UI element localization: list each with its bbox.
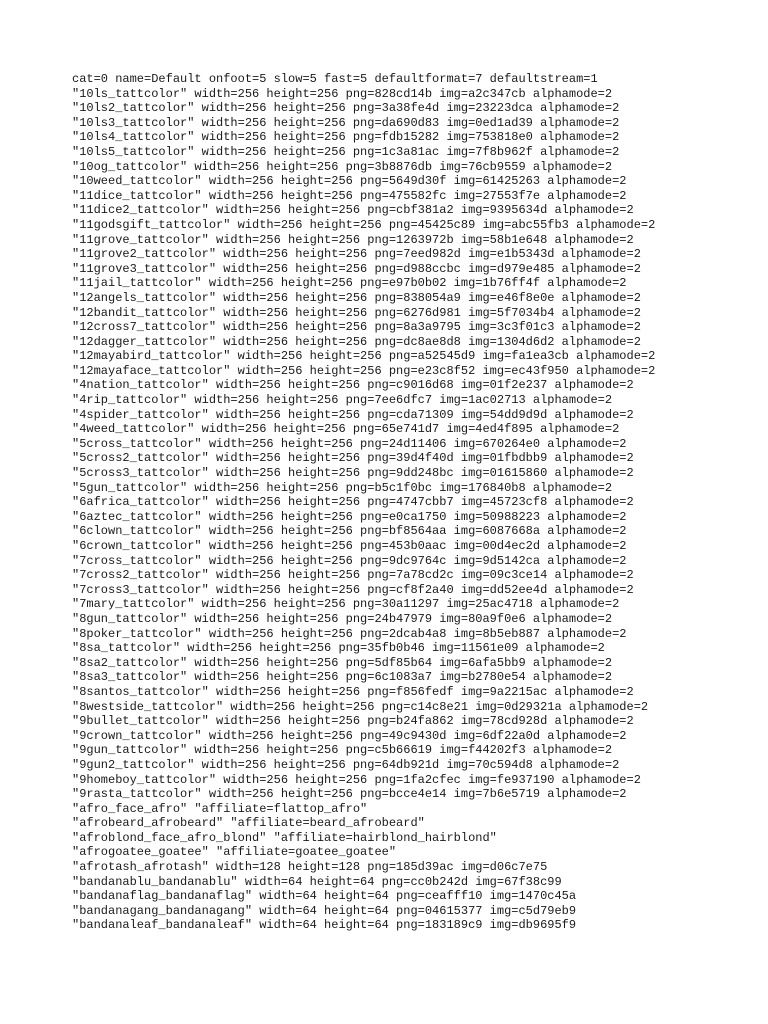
document-text-line: "12mayaface_tattcolor" width=256 height=256 png=e23c8f52 img=ec43f950 alphamode=2 bbox=[72, 363, 656, 378]
document-text-line: "11grove3_tattcolor" width=256 height=256 png=d988ccbc img=d979e485 alphamode=2 bbox=[72, 261, 641, 276]
document-text-line: "7cross3_tattcolor" width=256 height=256 png=cf8f2a40 img=dd52ee4d alphamode=2 bbox=[72, 582, 634, 597]
document-text-line: "6crown_tattcolor" width=256 height=256 png=453b0aac img=00d4ec2d alphamode=2 bbox=[72, 539, 627, 553]
document-text-line: "10ls4_tattcolor" width=256 height=256 png=fdb15282 img=753818e0 alphamode=2 bbox=[72, 130, 620, 145]
document-text-line: "9gun_tattcolor" width=256 height=256 png=c5b66619 img=f44202f3 alphamode=2 bbox=[72, 743, 613, 758]
document-text-line: "9homeboy_tattcolor" width=256 height=256 png=1fa2cfec img=fe937190 alphamode=2 bbox=[72, 772, 641, 787]
document-text-line: "8santos_tattcolor" width=256 height=256 png=f856fedf img=9a2215ac alphamode=2 bbox=[72, 684, 634, 699]
document-text-line: "5cross2_tattcolor" width=256 height=256 png=39d4f40d img=01fbdbb9 alphamode=2 bbox=[72, 451, 634, 466]
document-text-line: "10ls_tattcolor" width=256 height=256 png=828cd14b img=a2c347cb alphamode=2 bbox=[72, 86, 613, 101]
document-text-line: "7cross_tattcolor" width=256 height=256 png=9dc9764c img=9d5142ca alphamode=2 bbox=[72, 553, 627, 568]
document-text-line: "12mayabird_tattcolor" width=256 height=256 png=a52545d9 img=fa1ea3cb alphamode=2 bbox=[72, 349, 656, 364]
document-text-line: "7cross2_tattcolor" width=256 height=256 png=7a78cd2c img=09c3ce14 alphamode=2 bbox=[72, 568, 634, 583]
document-text-line: "4nation_tattcolor" width=256 height=256 png=c9016d68 img=01f2e237 alphamode=2 bbox=[72, 378, 634, 393]
document-header-line: cat=0 name=Default onfoot=5 slow=5 fast=5 defaultformat=7 defaultstream=1 bbox=[72, 72, 598, 86]
document-text-line: "4weed_tattcolor" width=256 height=256 png=65e741d7 img=4ed4f895 alphamode=2 bbox=[72, 422, 620, 437]
document-text-line: "afrogoatee_goatee" "affiliate=goatee_goatee" bbox=[72, 845, 397, 860]
document-text-line: "6africa_tattcolor" width=256 height=256 png=4747cbb7 img=45723cf8 alphamode=2 bbox=[72, 495, 634, 510]
document-text-line: "9crown_tattcolor" width=256 height=256 png=49c9430d img=6df22a0d alphamode=2 bbox=[72, 728, 627, 743]
document-text-line: "12dagger_tattcolor" width=256 height=256 png=dc8ae8d8 img=1304d6d2 alphamode=2 bbox=[72, 334, 641, 349]
document-text-line: "4rip_tattcolor" width=256 height=256 png=7ee6dfc7 img=1ac02713 alphamode=2 bbox=[72, 393, 613, 408]
document-text-line: "4spider_tattcolor" width=256 height=256 png=cda71309 img=54dd9d9d alphamode=2 bbox=[72, 407, 634, 422]
document-text-line: "8westside_tattcolor" width=256 height=256 png=c14c8e21 img=0d29321a alphamode=2 bbox=[72, 699, 649, 714]
document-text-line: "bandanagang_bandanagang" width=64 height=64 png=04615377 img=c5d79eb9 bbox=[72, 903, 577, 918]
document-text-line: "6aztec_tattcolor" width=256 height=256 png=e0ca1750 img=50988223 alphamode=2 bbox=[72, 509, 627, 524]
document-text-line: "12cross7_tattcolor" width=256 height=256 png=8a3a9795 img=3c3f01c3 alphamode=2 bbox=[72, 320, 641, 335]
document-text-line: "8sa2_tattcolor" width=256 height=256 png=5df85b64 img=6afa5bb9 alphamode=2 bbox=[72, 655, 613, 670]
document-text-line: "11dice2_tattcolor" width=256 height=256 png=cbf381a2 img=9395634d alphamode=2 bbox=[72, 203, 634, 218]
document-text-line: "8sa3_tattcolor" width=256 height=256 png=6c1083a7 img=b2780e54 alphamode=2 bbox=[72, 670, 613, 685]
document-text-line: "bandanaleaf_bandanaleaf" width=64 height=64 png=183189c9 img=db9695f9 bbox=[72, 918, 577, 933]
document-text-line: "10ls2_tattcolor" width=256 height=256 png=3a38fe4d img=23223dca alphamode=2 bbox=[72, 101, 620, 116]
document-text-line: "7mary_tattcolor" width=256 height=256 png=30a11297 img=25ac4718 alphamode=2 bbox=[72, 597, 620, 612]
document-text-line: "10ls3_tattcolor" width=256 height=256 png=da690d83 img=0ed1ad39 alphamode=2 bbox=[72, 115, 620, 130]
document-text-block bbox=[72, 72, 655, 933]
document-text-line: "bandanablu_bandanablu" width=64 height=64 png=cc0b242d img=67f38c99 bbox=[72, 874, 562, 889]
document-text-line: "8gun_tattcolor" width=256 height=256 png=24b47979 img=80a9f0e6 alphamode=2 bbox=[72, 611, 613, 626]
document-text-line: "bandanaflag_bandanaflag" width=64 height=64 png=ceafff10 img=1470c45a bbox=[72, 889, 577, 904]
document-text-line: "5gun_tattcolor" width=256 height=256 png=b5c1f0bc img=176840b8 alphamode=2 bbox=[72, 480, 613, 495]
document-text-line: "11godsgift_tattcolor" width=256 height=256 png=45425c89 img=abc55fb3 alphamode=2 bbox=[72, 217, 656, 232]
document-text-line: "11grove2_tattcolor" width=256 height=256 png=7eed982d img=e1b5343d alphamode=2 bbox=[72, 247, 641, 262]
document-text-line: "12bandit_tattcolor" width=256 height=256 png=6276d981 img=5f7034b4 alphamode=2 bbox=[72, 305, 641, 320]
document-text-line: "9gun2_tattcolor" width=256 height=256 png=64db921d img=70c594d8 alphamode=2 bbox=[72, 757, 620, 772]
document-text-line: "afro_face_afro" "affiliate=flattop_afro" bbox=[72, 801, 368, 816]
document-text-line: "12angels_tattcolor" width=256 height=256 png=838054a9 img=e46f8e0e alphamode=2 bbox=[72, 290, 641, 305]
document-text-line: "11dice_tattcolor" width=256 height=256 png=475582fc img=27553f7e alphamode=2 bbox=[72, 188, 627, 203]
document-text-line: "6clown_tattcolor" width=256 height=256 png=bf8564aa img=6087668a alphamode=2 bbox=[72, 524, 627, 539]
document-text-line: "afroblond_face_afro_blond" "affiliate=hairblond_hairblond" bbox=[72, 830, 497, 845]
document-text-line: "9bullet_tattcolor" width=256 height=256 png=b24fa862 img=78cd928d alphamode=2 bbox=[72, 714, 634, 729]
document-text-line: "9rasta_tattcolor" width=256 height=256 png=bcce4e14 img=7b6e5719 alphamode=2 bbox=[72, 787, 627, 802]
document-text-line: "afrotash_afrotash" width=128 height=128 png=185d39ac img=d06c7e75 bbox=[72, 860, 548, 875]
document-text-line: "5cross_tattcolor" width=256 height=256 png=24d11406 img=670264e0 alphamode=2 bbox=[72, 436, 627, 451]
document-text-line: "11grove_tattcolor" width=256 height=256 png=1263972b img=58b1e648 alphamode=2 bbox=[72, 232, 634, 247]
document-text-line: "8sa_tattcolor" width=256 height=256 png=35fb0b46 img=11561e09 alphamode=2 bbox=[72, 641, 605, 656]
document-text-line: "10og_tattcolor" width=256 height=256 png=3b8876db img=76cb9559 alphamode=2 bbox=[72, 159, 613, 174]
document-text-line: "afrobeard_afrobeard" "affiliate=beard_afrobeard" bbox=[72, 816, 425, 831]
document-text-line: "5cross3_tattcolor" width=256 height=256 png=9dd248bc img=01615860 alphamode=2 bbox=[72, 466, 634, 481]
document-text-line: "11jail_tattcolor" width=256 height=256 png=e97b0b02 img=1b76ff4f alphamode=2 bbox=[72, 276, 627, 291]
document-text-line: "8poker_tattcolor" width=256 height=256 png=2dcab4a8 img=8b5eb887 alphamode=2 bbox=[72, 626, 627, 641]
document-text-line: "10weed_tattcolor" width=256 height=256 png=5649d30f img=61425263 alphamode=2 bbox=[72, 174, 627, 189]
document-text-line: "10ls5_tattcolor" width=256 height=256 png=1c3a81ac img=7f8b962f alphamode=2 bbox=[72, 144, 620, 159]
